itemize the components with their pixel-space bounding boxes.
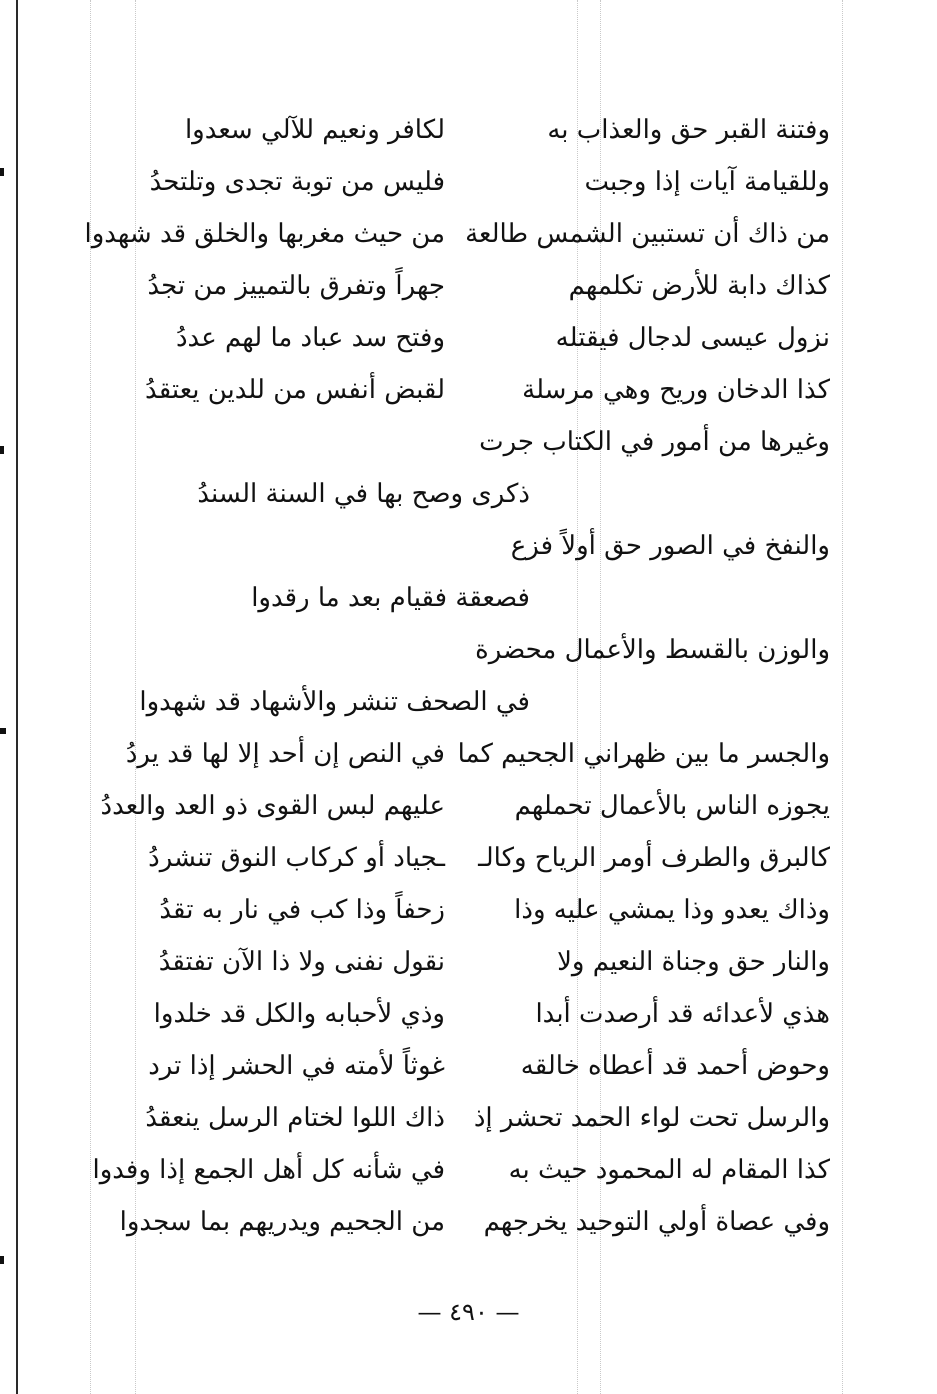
verse-second-hemistich: فليس من توبة تجدى وتلتحدُ <box>149 167 445 197</box>
verse-second-hemistich: ـجياد أو كركاب النوق تنشردُ <box>148 843 445 873</box>
verse-row <box>100 728 830 780</box>
verse-second-hemistich: لكافر ونعيم للآلي سعدوا <box>184 115 445 145</box>
verse-first-hemistich: والنار حق وجناة النعيم ولا <box>557 947 830 977</box>
verse-row <box>84 208 830 260</box>
page-edge-line <box>16 0 18 1394</box>
verse-first-hemistich: كالبرق والطرف أومر الرياح وكالـ <box>478 843 830 873</box>
verse-first-hemistich: وفتنة القبر حق والعذاب به <box>547 115 830 145</box>
verse-second-hemistich: جهراً وتفرق بالتمييز من تجدُ <box>147 271 445 301</box>
verse-line: فصعقة فقيام بعد ما رقدوا <box>251 583 530 613</box>
verse-row <box>100 988 830 1040</box>
verse-first-hemistich: وفي عصاة أولي التوحيد يخرجهم <box>483 1207 830 1237</box>
verse-second-hemistich: غوثاً لأمته في الحشر إذا ترد <box>148 1051 445 1081</box>
verse-line: وغيرها من أمور في الكتاب جرت <box>479 427 830 457</box>
scan-guide-line <box>842 0 843 1394</box>
verse-row <box>100 364 830 416</box>
verse-first-hemistich: وحوض أحمد قد أعطاه خالقه <box>520 1051 830 1081</box>
verse-second-hemistich: في النص إن أحد إلا لها قد يردُ <box>125 739 445 769</box>
verse-first-hemistich: كذا المقام له المحمود حيث به <box>508 1155 830 1185</box>
verse-line: في الصحف تنشر والأشهاد قد شهدوا <box>139 687 530 717</box>
verse-second-hemistich: وفتح سد عباد ما لهم عددُ <box>175 323 445 353</box>
verse-line: ذكرى وصح بها في السنة السندُ <box>197 479 530 509</box>
verse-first-hemistich: وللقيامة آيات إذا وجبت <box>584 167 830 197</box>
poem-body <box>84 104 830 1248</box>
scan-mark <box>0 168 4 176</box>
verse-first-hemistich: وذاك يعدو وذا يمشي عليه وذا <box>514 895 830 925</box>
verse-first-hemistich: من ذاك أن تستبين الشمس طالعة <box>465 219 830 249</box>
verse-line: والوزن بالقسط والأعمال محضرة <box>475 635 830 665</box>
verse-row <box>100 780 830 832</box>
verse-second-hemistich: وذي لأحبابه والكل قد خلدوا <box>153 999 445 1029</box>
page-number: — ٤٩٠ — <box>417 1298 520 1326</box>
scan-mark <box>0 446 4 454</box>
verse-row <box>100 104 830 156</box>
verse-first-hemistich: يجوزه الناس بالأعمال تحملهم <box>514 791 830 821</box>
scan-mark <box>0 1256 4 1264</box>
verse-second-hemistich: ذاك اللوا لختام الرسل ينعقدُ <box>145 1103 445 1133</box>
verse-second-hemistich: زحفاً وذا كب في نار به تقدُ <box>159 895 445 925</box>
verse-row <box>100 312 830 364</box>
verse-row <box>100 260 830 312</box>
verse-first-hemistich: نزول عيسى لدجال فيقتله <box>555 323 830 353</box>
verse-row <box>100 936 830 988</box>
verse-row <box>100 1092 830 1144</box>
verse-first-hemistich: كذا الدخان وريح وهي مرسلة <box>522 375 830 405</box>
verse-second-hemistich: من الجحيم ويدريهم بما سجدوا <box>119 1207 445 1237</box>
verse-line: والنفخ في الصور حق أولاً فزع <box>510 531 830 561</box>
verse-row <box>100 832 830 884</box>
verse-row <box>100 1196 830 1248</box>
verse-second-hemistich: من حيث مغربها والخلق قد شهدوا <box>84 219 445 249</box>
verse-row <box>92 1144 830 1196</box>
verse-second-hemistich: في شأنه كل أهل الجمع إذا وفدوا <box>92 1155 445 1185</box>
verse-row <box>100 156 830 208</box>
verse-row <box>100 1040 830 1092</box>
scan-mark <box>0 728 6 734</box>
verse-row <box>100 884 830 936</box>
verse-first-hemistich: هذي لأعدائه قد أرصدت أبدا <box>535 999 830 1029</box>
verse-second-hemistich: عليهم لبس القوى ذو العد والعددُ <box>100 791 445 821</box>
verse-second-hemistich: لقبض أنفس من للدين يعتقدُ <box>145 375 445 405</box>
verse-first-hemistich: والرسل تحت لواء الحمد تحشر إذ <box>473 1103 830 1133</box>
verse-first-hemistich: كذاك دابة للأرض تكلمهم <box>568 271 830 301</box>
verse-first-hemistich: والجسر ما بين ظهراني الجحيم كما <box>457 739 830 769</box>
verse-second-hemistich: نقول نفنى ولا ذا الآن تفتقدُ <box>158 947 445 977</box>
